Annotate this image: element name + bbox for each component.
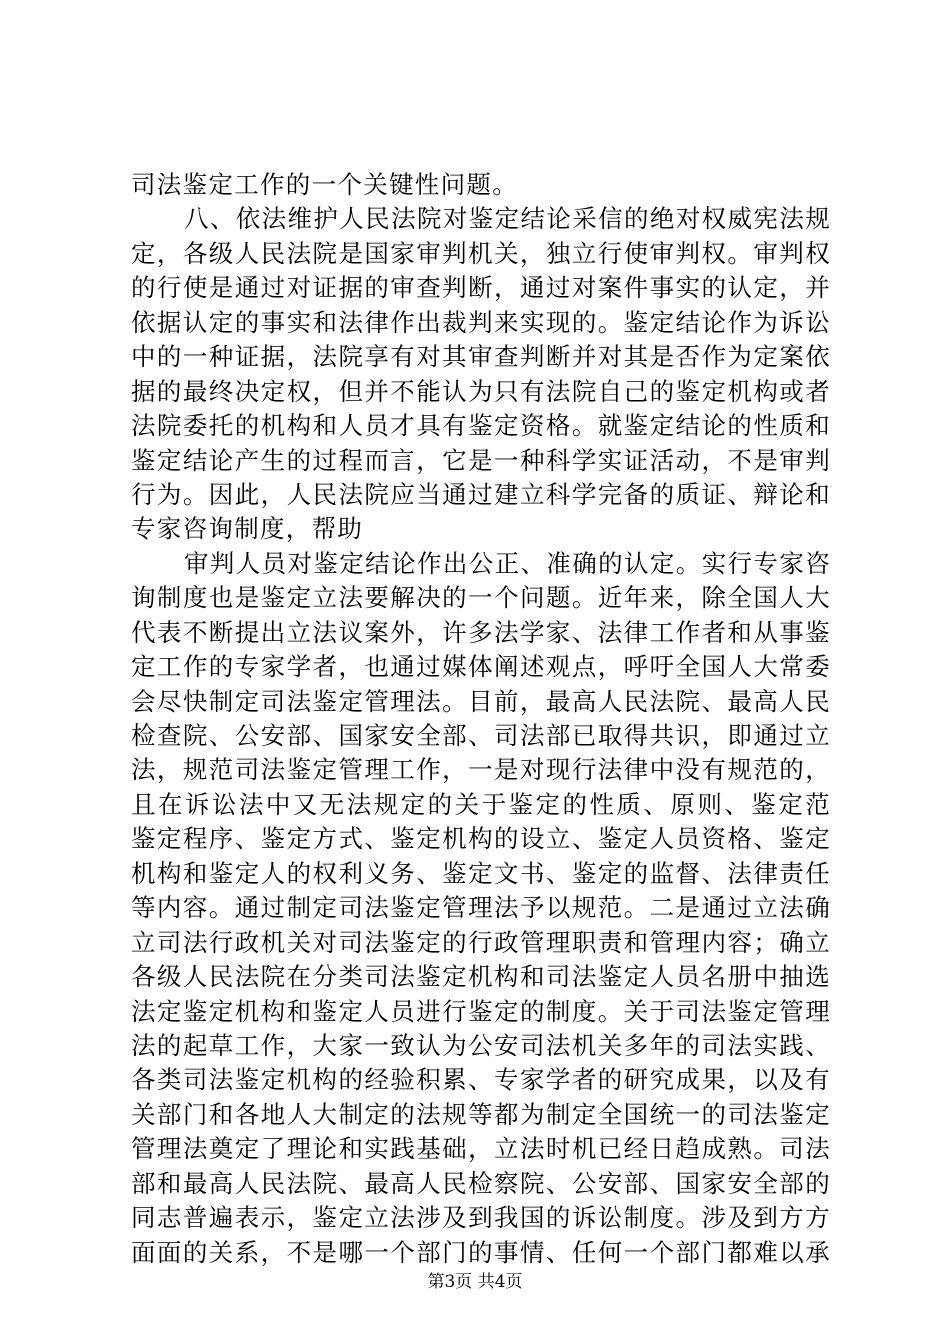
text-line: 定工作的专家学者，也通过媒体阐述观点，呼吁全国人大常委 — [131, 652, 831, 682]
text-line: 据的最终决定权，但并不能认为只有法院自己的鉴定机构或者 — [131, 376, 831, 406]
text-line: 鉴定程序、鉴定方式、鉴定机构的设立、鉴定人员资格、鉴定 — [131, 824, 831, 854]
text-line: 代表不断提出立法议案外，许多法学家、法律工作者和从事鉴 — [131, 617, 831, 647]
text-line: 且在诉讼法中又无法规定的关于鉴定的性质、原则、鉴定范 — [131, 789, 831, 819]
text-line: 法院委托的机构和人员才具有鉴定资格。就鉴定结论的性质和 — [131, 411, 831, 441]
text-line: 鉴定结论产生的过程而言，它是一种科学实证活动，不是审判 — [131, 445, 831, 475]
text-line: 依据认定的事实和法律作出裁判来实现的。鉴定结论作为诉讼 — [131, 307, 831, 337]
text-line: 的行使是通过对证据的审查判断，通过对案件事实的认定，并 — [131, 273, 831, 303]
text-line: 法的起草工作，大家一致认为公安司法机关多年的司法实践、 — [131, 1030, 831, 1060]
text-line: 机构和鉴定人的权利义务、鉴定文书、鉴定的监督、法律责任 — [131, 858, 831, 888]
text-line: 立司法行政机关对司法鉴定的行政管理职责和管理内容；确立 — [131, 927, 831, 957]
text-line: 同志普遍表示，鉴定立法涉及到我国的诉讼制度。涉及到方方 — [131, 1203, 831, 1233]
text-line: 八、依法维护人民法院对鉴定结论采信的绝对权威宪法规 — [184, 204, 831, 234]
text-line: 管理法奠定了理论和实践基础，立法时机已经日趋成熟。司法 — [131, 1134, 831, 1164]
text-line: 定，各级人民法院是国家审判机关，独立行使审判权。审判权 — [131, 238, 831, 268]
text-line: 法，规范司法鉴定管理工作，一是对现行法律中没有规范的， — [131, 755, 831, 785]
text-line: 司法鉴定工作的一个关键性问题。 — [131, 170, 518, 199]
text-line: 等内容。通过制定司法鉴定管理法予以规范。二是通过立法确 — [131, 893, 831, 923]
text-line: 询制度也是鉴定立法要解决的一个问题。近年来，除全国人大 — [131, 583, 831, 613]
text-line: 行为。因此，人民法院应当通过建立科学完备的质证、辩论和 — [131, 479, 831, 509]
text-line: 检查院、公安部、国家安全部、司法部已取得共识，即通过立 — [131, 721, 831, 750]
text-line: 审判人员对鉴定结论作出公正、准确的认定。实行专家咨 — [184, 548, 831, 578]
text-line: 法定鉴定机构和鉴定人员进行鉴定的制度。关于司法鉴定管理 — [131, 996, 831, 1026]
page-number-label: 第3页 共4页 — [427, 1272, 523, 1292]
text-line: 关部门和各地人大制定的法规等都为制定全国统一的司法鉴定 — [131, 1099, 831, 1129]
text-line: 中的一种证据，法院享有对其审查判断并对其是否作为定案依 — [131, 342, 831, 372]
text-line: 面面的关系，不是哪一个部门的事情、任何一个部门都难以承 — [131, 1237, 831, 1267]
text-line: 部和最高人民法院、最高人民检察院、公安部、国家安全部的 — [131, 1168, 831, 1198]
text-line: 专家咨询制度，帮助 — [131, 514, 364, 544]
text-line: 各类司法鉴定机构的经验积累、专家学者的研究成果，以及有 — [131, 1065, 831, 1095]
text-line: 会尽快制定司法鉴定管理法。目前，最高人民法院、最高人民 — [131, 686, 831, 716]
page-footer — [0, 1272, 950, 1292]
document-body — [131, 168, 831, 1270]
text-line: 各级人民法院在分类司法鉴定机构和司法鉴定人员名册中抽选 — [131, 962, 831, 992]
